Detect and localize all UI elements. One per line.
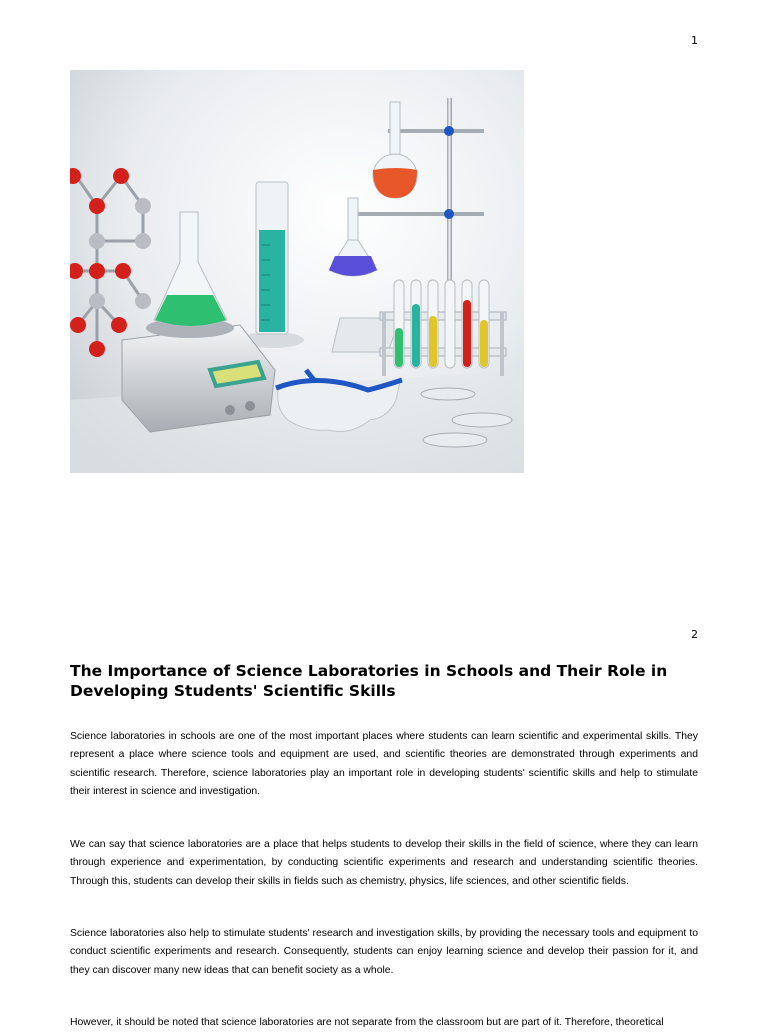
paragraph: Science laboratories in schools are one of the most important places where students can learn scientific and experimental skills. They represent a place where science tools and equipment are used, and scientific theories are demonstrated through experiments and scientific research. Therefore, science laboratories play an important role in developing students' scientific skills and help to stimulate their interest in science and investigation. <box>70 731 698 797</box>
paragraph: We can say that science laboratories are a place that helps students to develop their skills in the field of science, where they can learn through experience and experimentation, by conducting scientific experiments and research and understanding scientific theories. Through this, students can develop their skills in fields such as chemistry, physics, life sciences, and other scientific fields. <box>70 839 698 887</box>
page-number: 2 <box>691 628 698 641</box>
lab-equipment-illustration <box>70 70 524 473</box>
page-number: 1 <box>691 34 698 47</box>
article-title: The Importance of Science Laboratories in Schools and Their Role in Developing Students' Scientific Skills <box>70 662 668 700</box>
paragraph: Science laboratories also help to stimulate students' research and investigation skills, by providing the necessary tools and equipment to conduct scientific experiments and research. Consequently, students can enjoy learning science and develop their passion for it, and they can discover many new ideas that can benefit society as a whole. <box>70 928 698 976</box>
paragraph: However, it should be noted that science laboratories are not separate from the classroom but are part of it. Therefore, theoretical <box>70 1017 664 1028</box>
